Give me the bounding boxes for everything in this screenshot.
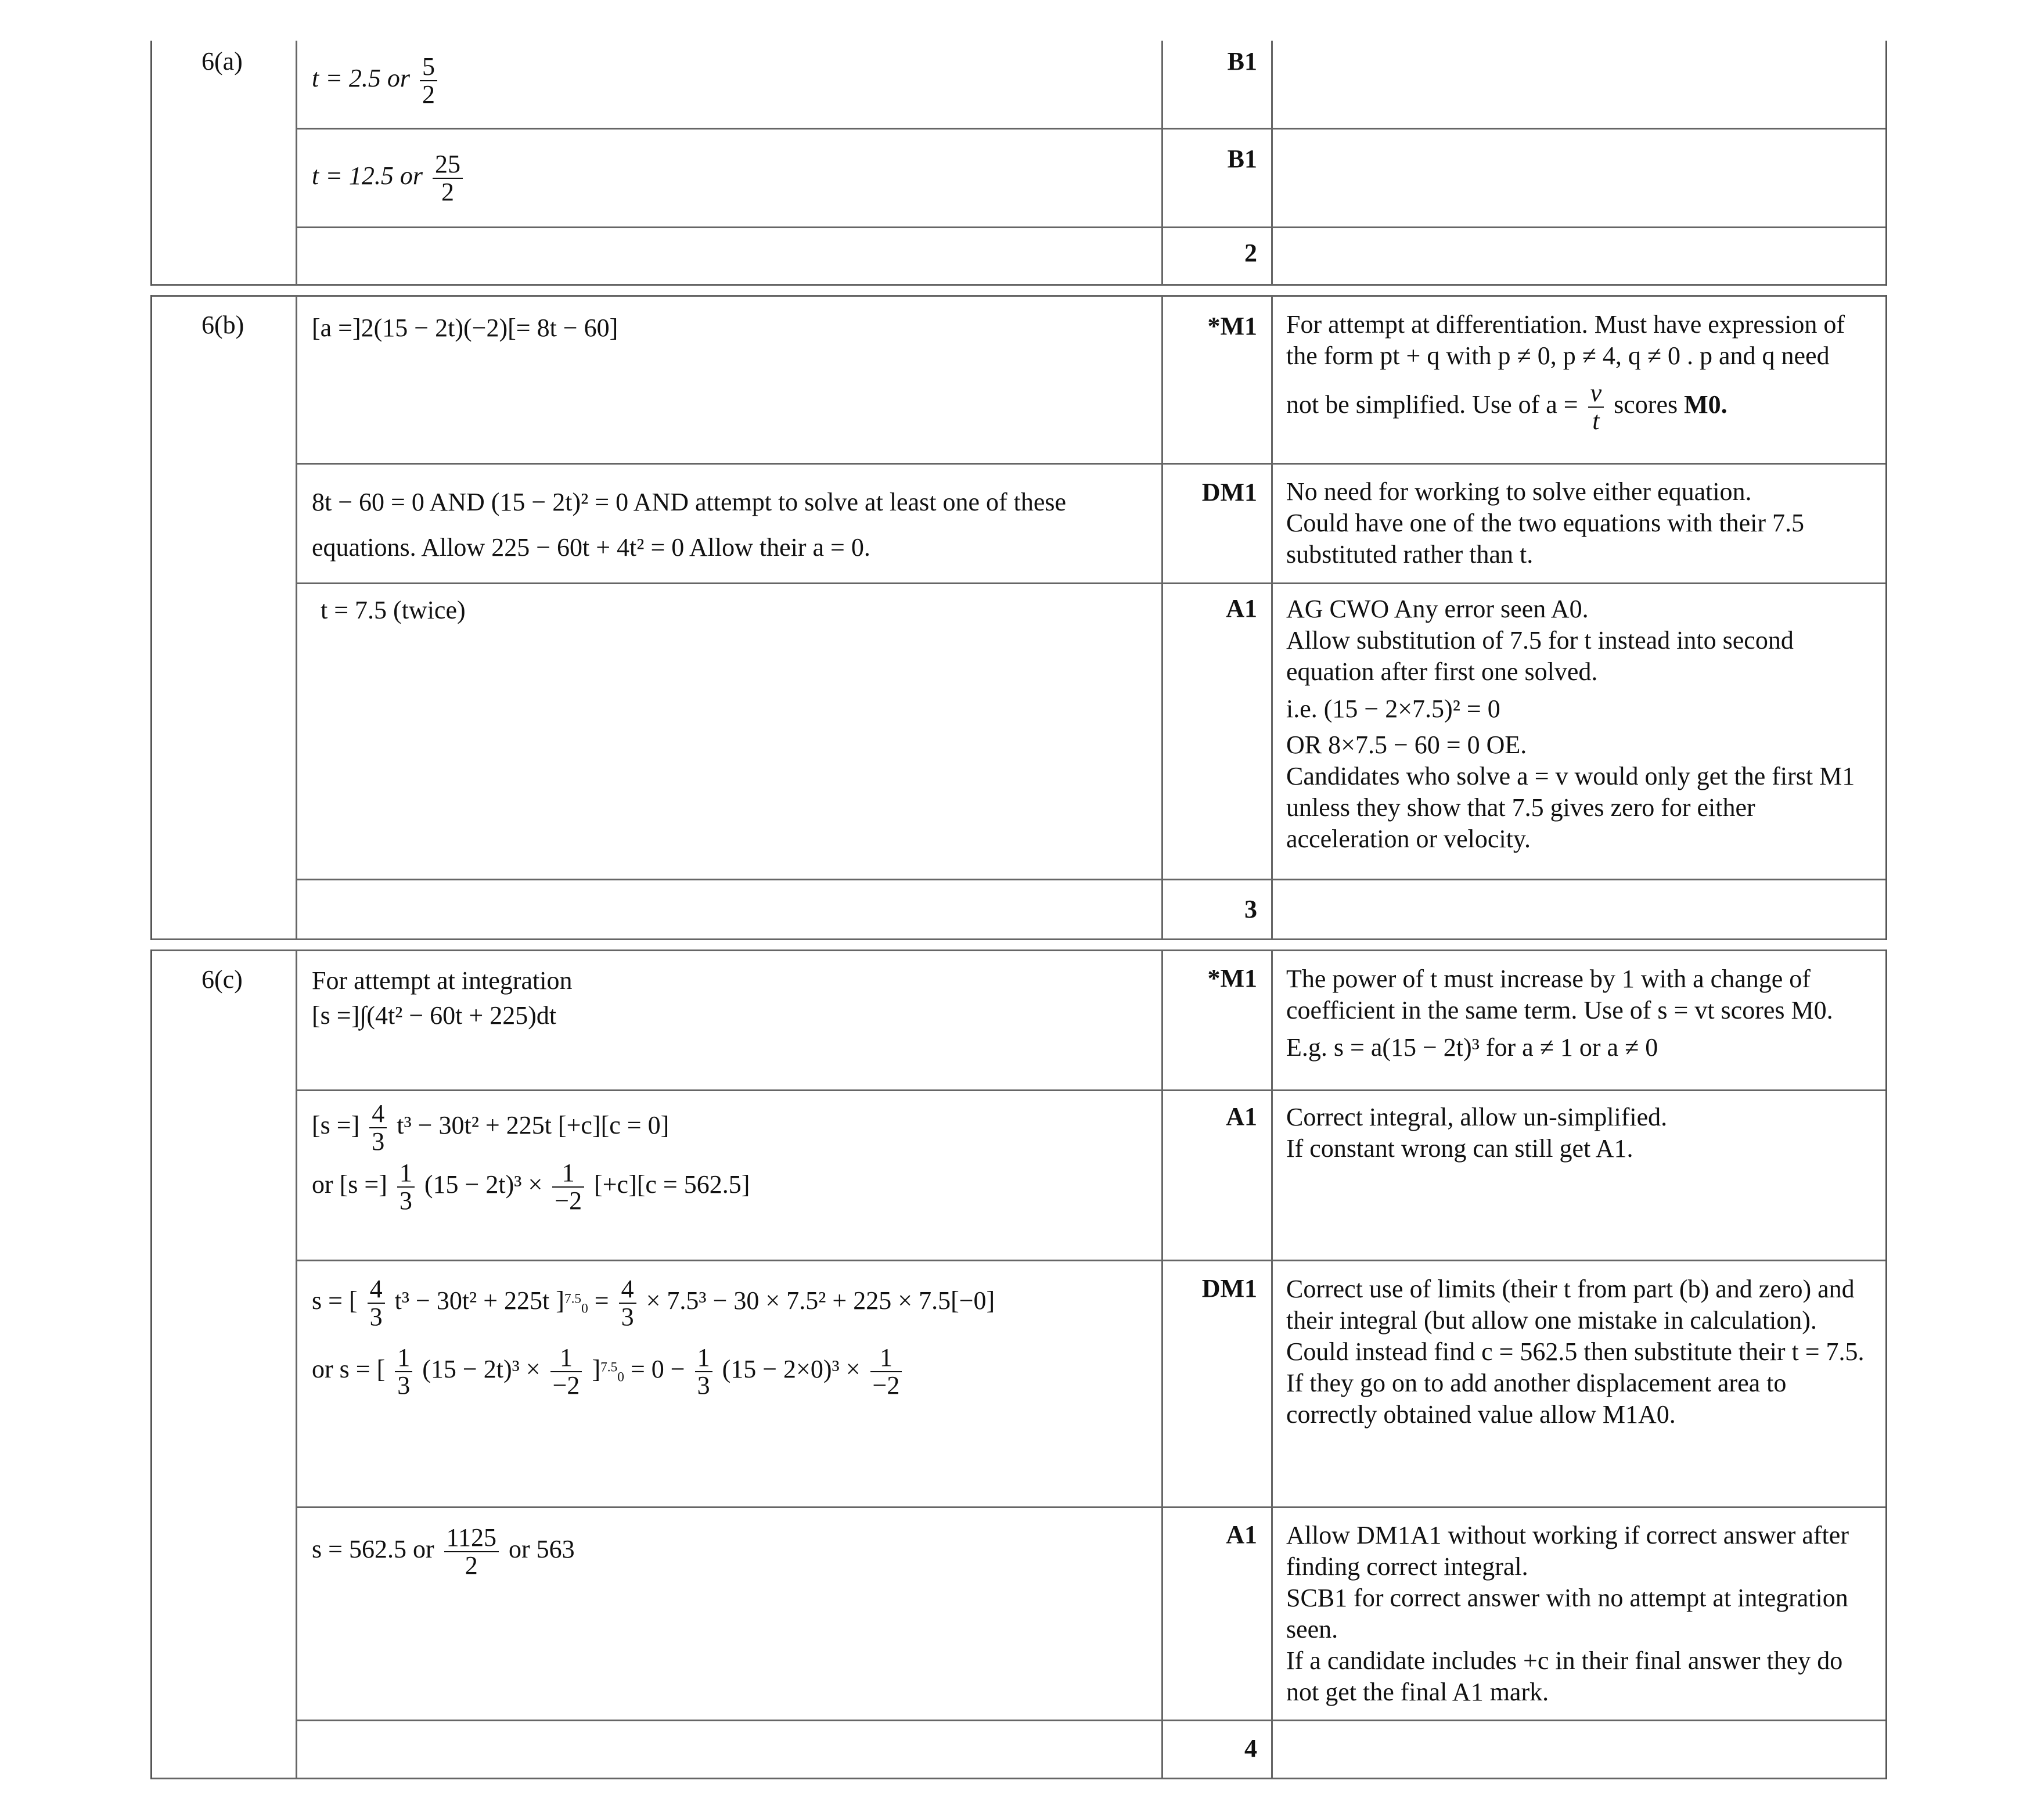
- guidance-cell: For attempt at differentiation. Must have expression of the form pt + q with p ≠ 0, p ≠ 4, q ≠ 0 . p and q need not be simplified. Use of a = $\frac{v}{t}$ scores M0.: [1286, 310, 1845, 435]
- answer-cell: t = 12.5 or $\frac{25}{2}$: [312, 151, 466, 206]
- guidance-cell: The power of t must increase by 1 with a change of coefficient in the same term. Use of s = vt scores M0. E.g. s = a(15 − 2t)³ for a ≠ 1 or a ≠ 0: [1286, 965, 1833, 1062]
- mark-cell: *M1: [1207, 964, 1257, 992]
- answer-cell: s = 562.5 or $\frac{1125}{2}$ or 563: [312, 1523, 575, 1580]
- answer-cell: s = [ $\frac{4}{3}$ t³ − 30t² + 225t ]$^{7.5}_0$ = $\frac{4}{3}$ × 7.5³ − 30 × 7.5² + 225 × 7.5[−0] or s = [ $\frac{1}{3}$ (15 − 2t)³ × $\frac{1}{-2}$ ]$^{7.5}_0$ = 0 − $\frac{1}{3}$ (15 − 2×0)³ × $\frac{1}{-2}$: [312, 1275, 995, 1400]
- part-c-block: [150, 949, 1887, 1779]
- total-marks: 3: [1244, 895, 1257, 923]
- total-marks: 4: [1244, 1734, 1257, 1763]
- guidance-cell: Allow DM1A1 without working if correct answer after finding correct integral. SCB1 for correct answer with no attempt at integration seen. If a candidate includes +c in their final answer they do not get the final A1 mark.: [1286, 1521, 1849, 1706]
- answer-cell: t = 2.5 or $\frac{5}{2}$: [312, 53, 441, 108]
- mark-cell: B1: [1227, 47, 1257, 75]
- answer-cell: [s =] $\frac{4}{3}$ t³ − 30t² + 225t [+c][c = 0] or [s =] $\frac{1}{3}$ (15 − 2t)³ × $\frac{1}{-2}$ [+c][c = 562.5]: [312, 1099, 750, 1215]
- guidance-cell: Correct use of limits (their t from part (b) and zero) and their integral (but allow one mistake in calculation). Could instead find c = 562.5 then substitute their t = 7.5. If they go on to add another displacement area to correctly obtained value allow M1A0.: [1286, 1275, 1865, 1429]
- mark-cell: *M1: [1207, 312, 1257, 340]
- answer-cell: t = 7.5 (twice): [321, 596, 466, 624]
- part-b-block: [150, 295, 1887, 940]
- mark-cell: A1: [1226, 1520, 1257, 1549]
- answer-cell: 8t − 60 = 0 AND (15 − 2t)² = 0 AND attempt to solve at least one of these equations. Allow 225 − 60t + 4t² = 0 Allow their a = 0.: [312, 488, 1067, 562]
- question-label: 6(b): [201, 311, 244, 339]
- question-label: 6(c): [201, 965, 243, 994]
- mark-cell: B1: [1227, 145, 1257, 173]
- part-a-block: [150, 41, 1887, 286]
- mark-cell: DM1: [1201, 478, 1257, 506]
- answer-cell: For attempt at integration [s =]∫(4t² − 60t + 225)dt: [312, 966, 573, 1030]
- guidance-cell: No need for working to solve either equation. Could have one of the two equations with their 7.5 substituted rather than t.: [1286, 477, 1805, 569]
- mark-cell: A1: [1226, 1102, 1257, 1131]
- guidance-cell: AG CWO Any error seen A0. Allow substitution of 7.5 for t instead into second equation after first one solved. i.e. (15 − 2×7.5)² = 0 OR 8×7.5 − 60 = 0 OE. Candidates who solve a = v would only get the first M1 unless they show that 7.5 gives zero for either acceleration or velocity.: [1286, 595, 1855, 853]
- total-marks: 2: [1244, 239, 1257, 267]
- guidance-cell: Correct integral, allow un-simplified. If constant wrong can still get A1.: [1286, 1103, 1668, 1163]
- question-label: 6(a): [201, 47, 243, 75]
- mark-cell: DM1: [1201, 1274, 1257, 1303]
- answer-cell: [a =]2(15 − 2t)(−2)[= 8t − 60]: [312, 314, 618, 342]
- mark-cell: A1: [1226, 594, 1257, 623]
